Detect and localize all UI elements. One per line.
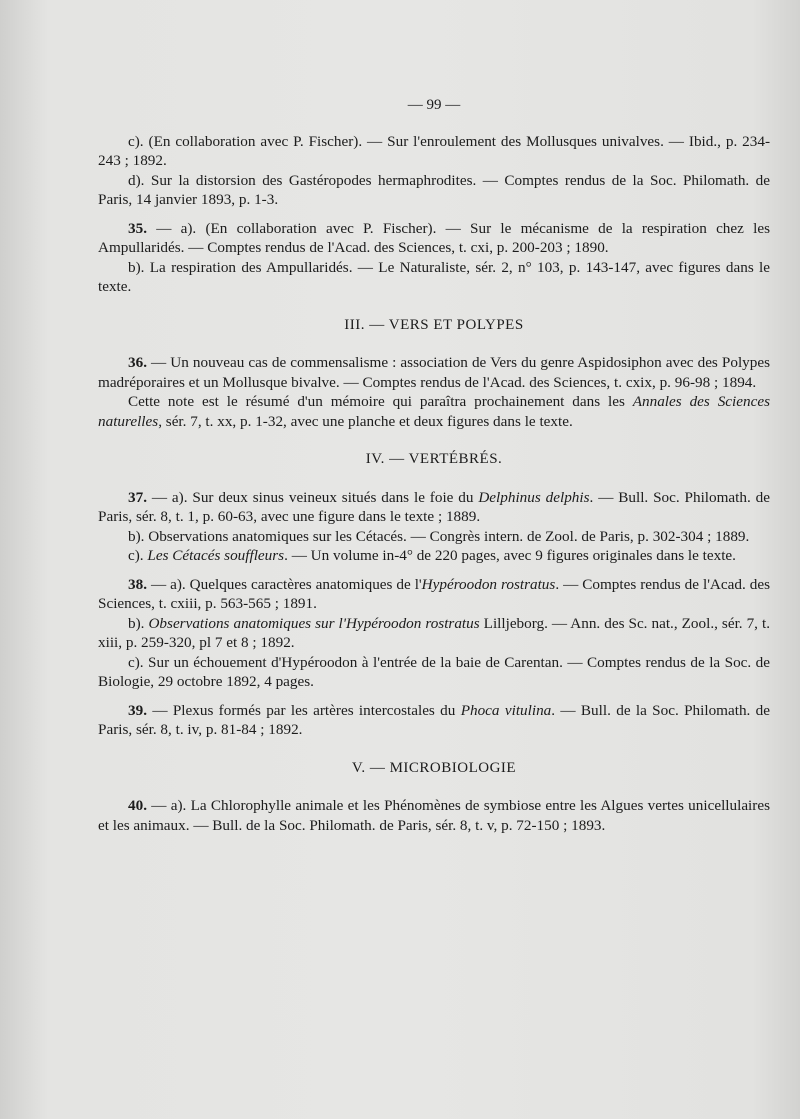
entry-text: b). La respiration des Ampullaridés. — Le Naturaliste, sér. 2, n° 103, p. 143-147, avec figures dans le texte. [98, 258, 770, 295]
entry-number: 35. [128, 219, 147, 237]
italic-title: Hypéroodon rostratus [421, 575, 556, 593]
entry-text: . — Bull. Soc. Philomath. de Paris, sér. 8, t. 1, p. 60-63, avec une figure dans le texte ; 1889. [98, 488, 770, 525]
entry-text: — Plexus formés par les artères intercostales du [146, 701, 461, 719]
entry-text: — a). Quelques caractères anatomiques de l' [146, 575, 422, 593]
entry-number: 39. [128, 701, 147, 719]
sub-entry-paragraph [98, 392, 770, 431]
entry-number: 38. [128, 575, 147, 593]
entry-text: Cette note est le résumé d'un mémoire qui paraîtra prochainement dans les [128, 393, 633, 410]
blocks-container [98, 132, 770, 836]
section-heading: IV. — VERTÉBRÉS. [365, 451, 503, 467]
entry-text: — Un nouveau cas de commensalisme : association de Vers du genre Aspidosiphon avec des Polypes madréporaires et un Mollusque bivalve. — Comptes rendus de l'Acad. des Sciences, t. cxix, p. 96-98 ; 1894. [98, 354, 770, 391]
entry-text: — a). La Chlorophylle animale et les Phénomènes de symbiose entre les Algues vertes unicellulaires et les animaux. — Bull. de la Soc. Philomath. de Paris, sér. 8, t. v, p. 72-150 ; 1893. [98, 797, 770, 834]
entry-paragraph [98, 796, 770, 835]
sub-entry-paragraph [98, 258, 770, 297]
sub-entry-paragraph [98, 546, 770, 566]
page-body [98, 96, 770, 835]
entry-text: c). (En collaboration avec P. Fischer). — Sur l'enroulement des Mollusques univalves. — Ibid., p. 234-243 ; 1892. [98, 132, 770, 169]
entry-text: b). [128, 614, 149, 632]
entry-text: c). Sur un échouement d'Hypéroodon à l'entrée de la baie de Carentan. — Comptes rendus de la Soc. de Biologie, 29 octobre 1892, 4 pages. [98, 653, 770, 690]
entry-text: . — Bull. de la Soc. Philomath. de Paris, sér. 8, t. iv, p. 81-84 ; 1892. [98, 701, 771, 738]
entry-number: 36. [128, 354, 147, 371]
entry-text: — a). (En collaboration avec P. Fischer). — Sur le mécanisme de la respiration chez les Ampullaridés. — Comptes rendus de l'Acad. des Sciences, t. cxi, p. 200-203 ; 1890. [98, 219, 770, 256]
entry-text: — a). Sur deux sinus veineux situés dans le foie du [146, 488, 479, 506]
entry-text: , sér. 7, t. xx, p. 1-32, avec une planche et deux figures dans le texte. [158, 412, 573, 430]
entry-number: 40. [128, 797, 147, 814]
sub-entry-paragraph [98, 614, 770, 653]
sub-entry-paragraph [98, 171, 770, 210]
entry-paragraph [98, 488, 770, 527]
entry-paragraph [98, 219, 770, 258]
entry-text: . — Un volume in-4° de 220 pages, avec 9 figures originales dans le texte. [284, 547, 736, 564]
entry-paragraph [98, 701, 770, 740]
sub-entry-paragraph [98, 653, 770, 692]
page-number: — 99 — [407, 97, 461, 113]
italic-title: Les Cétacés souffleurs [147, 547, 285, 564]
entry-paragraph [98, 575, 770, 614]
entry-text: Lilljeborg. — Ann. des Sc. nat., Zool., sér. 7, t. xiii, p. 259-320, pl 7 et 8 ; 1892. [98, 614, 771, 651]
italic-title: Delphinus delphis [478, 488, 590, 506]
italic-title: Observations anatomiques sur l'Hypéroodon rostratus [148, 614, 480, 632]
entry-paragraph [98, 353, 770, 392]
italic-title: Phoca vitulina [460, 701, 552, 719]
sub-entry-paragraph [98, 132, 770, 171]
italic-title: Annales des Sciences naturelles [98, 393, 770, 430]
entry-number: 37. [128, 488, 147, 506]
entry-text: . — Comptes rendus de l'Acad. des Sciences, t. cxiii, p. 563-565 ; 1891. [98, 575, 770, 612]
section-heading: III. — VERS ET POLYPES [344, 316, 524, 333]
entry-text: c). [128, 547, 148, 564]
sub-entry-paragraph [98, 527, 770, 547]
entry-text: b). Observations anatomiques sur les Cétacés. — Congrès intern. de Zool. de Paris, p. 302-304 ; 1889. [128, 527, 750, 545]
section-heading: V. — MICROBIOLOGIE [351, 759, 517, 776]
entry-text: d). Sur la distorsion des Gastéropodes hermaphrodites. — Comptes rendus de la Soc. Philomath. de Paris, 14 janvier 1893, p. 1-3. [98, 171, 770, 208]
